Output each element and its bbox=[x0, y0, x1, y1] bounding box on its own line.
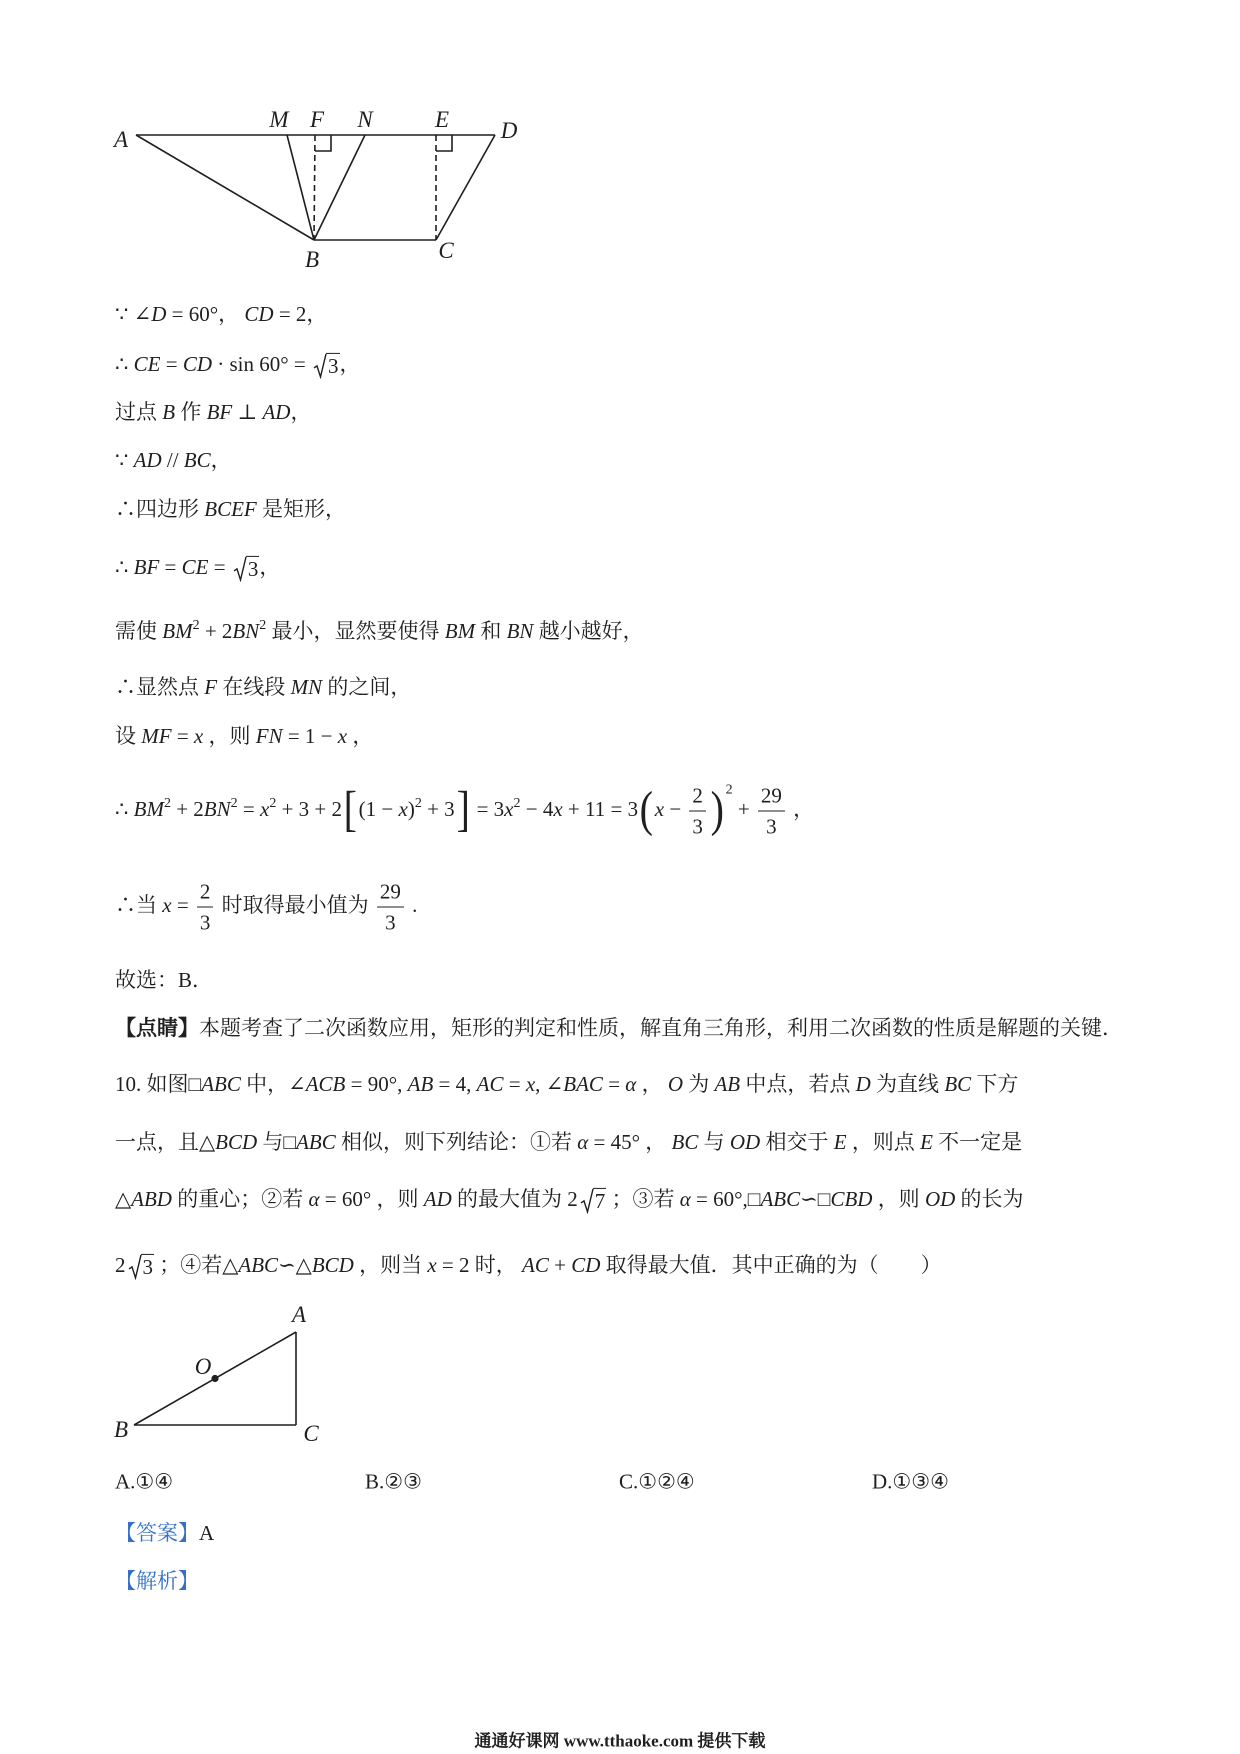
text-run: = bbox=[171, 724, 194, 748]
text-run: // bbox=[161, 448, 184, 472]
math-variable: BM bbox=[133, 796, 164, 821]
text-run: ∴ bbox=[115, 554, 134, 579]
radical-sign-icon bbox=[128, 1254, 142, 1280]
text-run: · sin 60° = bbox=[212, 351, 311, 376]
text-run: = bbox=[159, 554, 182, 579]
option-letter: A. bbox=[115, 1469, 136, 1494]
text-run: + 11 = 3 bbox=[562, 796, 639, 821]
text-run: + 2 bbox=[170, 796, 204, 821]
page-footer: 通通好课网 www.tthaoke.com 提供下载 bbox=[474, 1731, 766, 1751]
text-run: = 90°, bbox=[345, 1072, 408, 1096]
option-value: ①④ bbox=[135, 1469, 174, 1494]
large-bracket: [ bbox=[343, 780, 357, 836]
text-run: = 4, bbox=[433, 1072, 477, 1096]
text-run: = bbox=[171, 892, 194, 917]
math-variable: ABC bbox=[201, 1072, 241, 1096]
math-variable: D bbox=[151, 302, 167, 326]
text-run: ，则点 bbox=[846, 1130, 921, 1154]
question-line bbox=[115, 1184, 1024, 1214]
text-run: 中，∠ bbox=[240, 1072, 306, 1096]
radicand: 3 bbox=[247, 557, 259, 582]
superscript: 2 bbox=[163, 795, 171, 811]
superscript: 2 bbox=[230, 795, 238, 811]
text-run: ∴ bbox=[115, 796, 134, 821]
math-variable: E bbox=[920, 1130, 933, 1154]
question-line bbox=[115, 1127, 1022, 1157]
radical-sign-icon bbox=[313, 353, 327, 379]
text-run: ∵ ∠ bbox=[115, 302, 152, 326]
math-variable: x bbox=[398, 796, 408, 821]
question-line bbox=[115, 1250, 942, 1280]
text-run: 本题考查了二次函数应用，矩形的判定和性质，解直角三角形，利用二次函数的性质是解题的关键． bbox=[199, 1016, 1123, 1040]
text-run: 作 bbox=[175, 400, 207, 424]
math-variable: E bbox=[833, 1130, 847, 1154]
superscript: 2 bbox=[192, 618, 200, 633]
text-run: ，则当 bbox=[353, 1252, 428, 1277]
text-run: 的长为 bbox=[955, 1186, 1024, 1211]
text-run: 和 bbox=[475, 619, 507, 643]
text-run: = 45° ， bbox=[588, 1130, 672, 1154]
solution-line bbox=[115, 445, 232, 475]
text-run: 在线段 bbox=[217, 675, 291, 699]
text-run: 需使 bbox=[115, 619, 163, 643]
solution-line bbox=[115, 877, 417, 938]
text-run: ，则 bbox=[203, 724, 256, 748]
text-run: = 60°,□ bbox=[690, 1186, 761, 1211]
option-c bbox=[619, 1470, 695, 1495]
solution-line bbox=[115, 349, 361, 379]
solution-equation bbox=[115, 781, 814, 842]
text-run: △ bbox=[115, 1186, 132, 1211]
label-f: F bbox=[309, 107, 325, 132]
label-n: N bbox=[357, 107, 373, 132]
text-run: = 60° ，则 bbox=[319, 1186, 424, 1211]
label-a: A bbox=[291, 1302, 307, 1327]
math-variable: B bbox=[162, 400, 176, 424]
text-run: ， bbox=[787, 796, 815, 821]
math-variable: x bbox=[504, 796, 514, 821]
solution-choice-line bbox=[115, 965, 213, 995]
math-variable: BC bbox=[183, 448, 211, 472]
square-root bbox=[128, 1254, 155, 1280]
answer-value: A bbox=[199, 1521, 215, 1545]
math-variable: OD bbox=[729, 1130, 761, 1154]
text-run: ∴ bbox=[115, 351, 134, 376]
option-letter: D. bbox=[872, 1469, 893, 1494]
radicand: 3 bbox=[328, 354, 339, 379]
text-run: 与□ bbox=[257, 1130, 297, 1154]
text-run: = bbox=[602, 1072, 626, 1096]
fraction bbox=[377, 877, 404, 938]
text-run: 为 bbox=[682, 1072, 715, 1096]
fraction-denominator: 3 bbox=[197, 907, 214, 938]
option-a bbox=[115, 1470, 173, 1495]
math-variable: x bbox=[525, 1072, 536, 1096]
text-run: ⊥ bbox=[232, 400, 263, 424]
radicand: 3 bbox=[142, 1255, 153, 1280]
text-run: 相交于 bbox=[760, 1130, 834, 1154]
fraction bbox=[689, 781, 706, 842]
math-variable: CE bbox=[181, 554, 209, 579]
text-run: ，则 bbox=[872, 1186, 925, 1211]
large-bracket: ] bbox=[456, 780, 470, 836]
text-run: ∵ bbox=[115, 448, 134, 472]
text-run: = 2， bbox=[273, 302, 328, 326]
text-run: = bbox=[208, 554, 231, 579]
large-bracket: ( bbox=[639, 780, 654, 836]
segment-mb bbox=[287, 135, 314, 240]
text-run: ∴当 bbox=[115, 892, 163, 917]
text-run: 的之间， bbox=[322, 675, 412, 699]
fraction-numerator: 2 bbox=[692, 783, 703, 808]
math-variable: CD bbox=[571, 1252, 601, 1277]
text-run: ， bbox=[339, 351, 361, 376]
label-b: B bbox=[113, 1417, 129, 1442]
text-run: = 60°， bbox=[166, 302, 245, 326]
text-run: = bbox=[160, 351, 183, 376]
text-run: 过点 bbox=[115, 400, 163, 424]
solution-line bbox=[115, 672, 411, 702]
text-run: ， bbox=[259, 554, 281, 579]
math-variable: FN bbox=[255, 724, 283, 748]
math-variable: ABD bbox=[131, 1186, 172, 1211]
text-run: 10. 如图□ bbox=[115, 1072, 202, 1096]
math-variable: CBD bbox=[830, 1186, 873, 1211]
label-o: O bbox=[194, 1354, 212, 1379]
text-run: ， bbox=[210, 448, 232, 472]
text-run: ∴显然点 bbox=[115, 675, 205, 699]
fraction bbox=[758, 781, 785, 842]
superscript: 2 bbox=[513, 795, 521, 811]
label-m: M bbox=[269, 107, 289, 132]
label-c: C bbox=[303, 1421, 319, 1446]
square-root bbox=[233, 556, 260, 582]
answer-tag: 【答案】 bbox=[115, 1521, 199, 1545]
math-variable: BCD bbox=[215, 1130, 258, 1154]
math-variable: AD bbox=[423, 1186, 452, 1211]
solution-line bbox=[115, 494, 346, 524]
text-run: 最小，显然要使得 bbox=[266, 619, 445, 643]
solution-line bbox=[115, 616, 644, 646]
math-variable: AD bbox=[133, 448, 162, 472]
text-run: ∴四边形 bbox=[115, 497, 205, 521]
superscript: 2 bbox=[725, 782, 733, 798]
math-variable: BF bbox=[133, 554, 160, 579]
text-run: 越小越好， bbox=[533, 619, 644, 643]
math-variable: α bbox=[625, 1072, 637, 1096]
radical-sign-icon bbox=[233, 556, 247, 582]
text-run: 的最大值为 2 bbox=[451, 1186, 578, 1211]
math-variable: α bbox=[577, 1130, 589, 1154]
option-value: ①②④ bbox=[638, 1469, 695, 1494]
math-variable: O bbox=[667, 1072, 683, 1096]
label-c: C bbox=[438, 238, 454, 263]
text-run: = 3 bbox=[471, 796, 505, 821]
text-run: 中点，若点 bbox=[740, 1072, 856, 1096]
text-run: 与 bbox=[698, 1130, 730, 1154]
superscript: 2 bbox=[269, 795, 277, 811]
math-variable: x bbox=[162, 892, 172, 917]
key-points-line bbox=[115, 1013, 1123, 1043]
analysis-tag: 【解析】 bbox=[115, 1569, 199, 1593]
text-run: ；③若 bbox=[606, 1186, 680, 1211]
text-run: − 4 bbox=[520, 796, 554, 821]
math-variable: α bbox=[308, 1186, 320, 1211]
text-run: ∽△ bbox=[278, 1252, 312, 1277]
math-variable: BN bbox=[506, 619, 534, 643]
math-variable: BC bbox=[671, 1130, 699, 1154]
dashed-fb bbox=[314, 135, 315, 240]
text-run: = bbox=[503, 1072, 526, 1096]
text-run: , ∠ bbox=[535, 1072, 564, 1096]
math-variable: D bbox=[855, 1072, 871, 1096]
text-run: − bbox=[664, 796, 687, 821]
solution-line bbox=[115, 397, 311, 427]
text-run: 为直线 bbox=[870, 1072, 945, 1096]
text-run: ) bbox=[407, 796, 415, 821]
fraction-numerator: 29 bbox=[379, 879, 401, 904]
text-run: 不一定是 bbox=[932, 1130, 1023, 1154]
fraction-denominator: 3 bbox=[758, 811, 785, 842]
math-variable: BC bbox=[944, 1072, 972, 1096]
superscript: 2 bbox=[414, 795, 422, 811]
label-a: A bbox=[113, 127, 129, 152]
text-run: + bbox=[732, 796, 755, 821]
right-angle-e-icon bbox=[436, 135, 452, 151]
triangle-figure bbox=[100, 1300, 340, 1460]
text-run: 相似，则下列结论：①若 bbox=[335, 1130, 578, 1154]
math-variable: x bbox=[337, 724, 348, 748]
text-run: = 1 − bbox=[282, 724, 338, 748]
text-run: + 3 bbox=[421, 796, 455, 821]
text-run: ， bbox=[290, 400, 312, 424]
math-variable: OD bbox=[924, 1186, 956, 1211]
math-variable: BM bbox=[162, 619, 193, 643]
math-variable: MN bbox=[290, 675, 323, 699]
math-variable: x bbox=[193, 724, 204, 748]
fraction-denominator: 3 bbox=[377, 907, 404, 938]
analysis-line bbox=[115, 1565, 199, 1595]
math-variable: BAC bbox=[563, 1072, 603, 1096]
option-d bbox=[872, 1470, 949, 1495]
square-root bbox=[580, 1188, 607, 1214]
fraction-numerator: 29 bbox=[760, 783, 782, 808]
option-letter: C. bbox=[619, 1469, 639, 1494]
option-value: ①③④ bbox=[892, 1469, 949, 1494]
fraction-denominator: 3 bbox=[689, 811, 706, 842]
superscript: 2 bbox=[259, 618, 267, 633]
math-variable: BN bbox=[203, 796, 231, 821]
text-run: ；④若△ bbox=[154, 1252, 239, 1277]
math-variable: BN bbox=[232, 619, 260, 643]
section-tag: 【点睛】 bbox=[115, 1016, 199, 1040]
text-run: ， bbox=[347, 724, 374, 748]
midpoint-o-dot bbox=[211, 1375, 218, 1382]
math-variable: AC bbox=[476, 1072, 504, 1096]
solution-line bbox=[115, 552, 280, 582]
option-b bbox=[365, 1470, 422, 1495]
math-variable: MF bbox=[141, 724, 172, 748]
math-variable: AB bbox=[407, 1072, 434, 1096]
label-b: B bbox=[304, 247, 320, 272]
math-variable: x bbox=[259, 796, 270, 821]
math-variable: BF bbox=[206, 400, 233, 424]
fraction-numerator: 2 bbox=[199, 879, 211, 904]
math-variable: BCD bbox=[311, 1252, 354, 1277]
math-variable: ABC bbox=[296, 1130, 336, 1154]
text-run: 故选：B． bbox=[115, 968, 214, 992]
math-variable: AD bbox=[262, 400, 291, 424]
option-value: ②③ bbox=[384, 1469, 422, 1494]
math-variable: CD bbox=[182, 351, 212, 376]
math-variable: CE bbox=[133, 351, 161, 376]
text-run: 时取得最小值为 bbox=[216, 892, 374, 917]
text-run: 一点，且△ bbox=[115, 1130, 216, 1154]
text-run: 的重心；②若 bbox=[171, 1186, 309, 1211]
solution-line bbox=[115, 721, 373, 751]
math-variable: ACB bbox=[305, 1072, 346, 1096]
math-variable: ABC bbox=[238, 1252, 279, 1277]
large-bracket: ) bbox=[710, 780, 724, 836]
fraction bbox=[197, 877, 214, 938]
question-line bbox=[115, 1069, 1018, 1099]
math-variable: AB bbox=[714, 1072, 741, 1096]
trapezoid-figure bbox=[100, 100, 540, 278]
text-run: + 2 bbox=[199, 619, 233, 643]
answer-line bbox=[115, 1517, 214, 1547]
text-run: + 3 + 2 bbox=[276, 796, 342, 821]
text-run: 取得最大值．其中正确的为（ ） bbox=[600, 1252, 942, 1277]
text-run: (1 − bbox=[358, 796, 399, 821]
text-run: = 2 时， bbox=[436, 1252, 522, 1277]
math-variable: α bbox=[679, 1186, 691, 1211]
math-variable: F bbox=[204, 675, 218, 699]
label-e: E bbox=[434, 107, 450, 132]
radicand: 7 bbox=[594, 1189, 606, 1214]
radical-sign-icon bbox=[580, 1188, 594, 1214]
text-run: 设 bbox=[115, 724, 142, 748]
text-run: 是矩形， bbox=[256, 497, 346, 521]
math-variable: BCEF bbox=[204, 497, 257, 521]
math-variable: x bbox=[654, 796, 665, 821]
math-variable: BM bbox=[444, 619, 476, 643]
text-run: 2 bbox=[115, 1252, 126, 1277]
text-run: + bbox=[548, 1252, 572, 1277]
square-root bbox=[313, 353, 340, 379]
math-variable: AC bbox=[522, 1252, 549, 1277]
text-run: = bbox=[237, 796, 260, 821]
text-run: ∽□ bbox=[800, 1186, 831, 1211]
solution-line bbox=[115, 299, 327, 329]
option-letter: B. bbox=[365, 1469, 385, 1494]
right-angle-f-icon bbox=[315, 135, 331, 151]
label-d: D bbox=[500, 118, 518, 143]
text-run: 下方 bbox=[971, 1072, 1019, 1096]
math-variable: CD bbox=[244, 302, 274, 326]
text-run: . bbox=[406, 892, 418, 917]
math-variable: x bbox=[427, 1252, 437, 1277]
math-variable: ABC bbox=[760, 1186, 801, 1211]
segment-ab bbox=[136, 135, 314, 240]
text-run: ， bbox=[636, 1072, 668, 1096]
math-variable: x bbox=[553, 796, 563, 821]
